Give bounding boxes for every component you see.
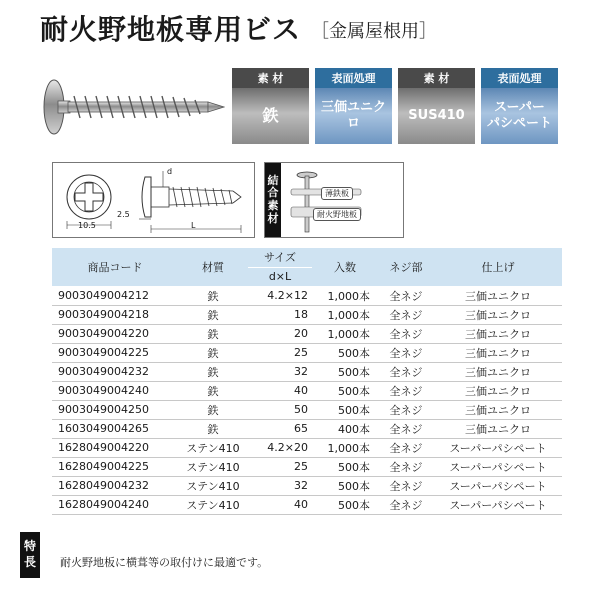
cell-thread: 全ネジ [378,305,434,324]
cell-thread: 全ネジ [378,419,434,438]
joint-tag-top: 薄鉄板 [321,187,353,200]
header-size-top: サイズ [248,248,312,267]
cell-qty: 500本 [312,457,378,476]
cell-thread: 全ネジ [378,381,434,400]
badge-material-sus [398,68,475,144]
joint-label: 結 合 素 材 [265,163,281,237]
badge-material-iron [232,68,309,144]
spec-table-body [52,286,562,514]
badge-body: 三価ユニクロ [315,88,392,144]
cell-qty: 1,000本 [312,438,378,457]
cell-thread: 全ネジ [378,457,434,476]
cell-size: 32 [248,362,312,381]
table-row [52,324,562,343]
cell-finish: 三価ユニクロ [434,343,562,362]
table-row [52,305,562,324]
cell-code: 1628049004220 [52,438,178,457]
badge-head: 表面処理 [315,68,392,88]
cell-finish: 三価ユニクロ [434,400,562,419]
cell-code: 9003049004218 [52,305,178,324]
page-subtitle: ［金属屋根用］ [311,21,438,42]
cell-thread: 全ネジ [378,362,434,381]
cell-code: 9003049004250 [52,400,178,419]
cell-finish: スーパーパシペート [434,476,562,495]
table-header-row [52,248,562,267]
cell-material: ステン410 [178,495,248,514]
cell-finish: 三価ユニクロ [434,286,562,305]
cell-material: 鉄 [178,343,248,362]
cell-thread: 全ネジ [378,400,434,419]
cell-qty: 500本 [312,495,378,514]
table-row [52,400,562,419]
page-title: 耐火野地板専用ビス [40,13,302,46]
joint-diagram [281,163,403,237]
cell-qty: 500本 [312,362,378,381]
cell-finish: 三価ユニクロ [434,419,562,438]
cell-qty: 500本 [312,476,378,495]
cell-size: 25 [248,457,312,476]
cell-size: 4.2×20 [248,438,312,457]
cell-qty: 400本 [312,419,378,438]
cell-qty: 500本 [312,400,378,419]
cell-finish: スーパーパシペート [434,457,562,476]
screw-photo-icon [40,76,225,138]
badge-body: SUS410 [398,88,475,144]
cell-code: 9003049004220 [52,324,178,343]
table-row [52,419,562,438]
cell-finish: 三価ユニクロ [434,305,562,324]
cell-finish: スーパーパシペート [434,495,562,514]
header-thread: ネジ部 [378,248,434,286]
table-row [52,438,562,457]
header-qty: 入数 [312,248,378,286]
cell-thread: 全ネジ [378,476,434,495]
joint-tag-bottom: 耐火野地板 [313,208,361,221]
header-size-bottom: d×L [248,267,312,286]
badge-head: 表面処理 [481,68,558,88]
table-row [52,286,562,305]
cell-size: 40 [248,495,312,514]
header-code: 商品コード [52,248,178,286]
table-row [52,457,562,476]
cell-code: 9003049004212 [52,286,178,305]
cell-thread: 全ネジ [378,438,434,457]
cell-thread: 全ネジ [378,324,434,343]
cell-finish: 三価ユニクロ [434,324,562,343]
badge-finish-unichrome [315,68,392,144]
cell-qty: 1,000本 [312,305,378,324]
cell-thread: 全ネジ [378,343,434,362]
joint-material-box [264,162,404,238]
cell-code: 9003049004225 [52,343,178,362]
cell-material: ステン410 [178,476,248,495]
cell-qty: 500本 [312,381,378,400]
cell-size: 50 [248,400,312,419]
cell-size: 32 [248,476,312,495]
dimension-head: 2.5 [117,210,130,219]
badge-body: 鉄 [232,88,309,144]
cell-finish: 三価ユニクロ [434,381,562,400]
title-row [40,8,580,48]
cell-size: 40 [248,381,312,400]
cell-material: 鉄 [178,400,248,419]
cell-size: 18 [248,305,312,324]
cell-material: 鉄 [178,362,248,381]
header-finish: 仕上げ [434,248,562,286]
dimension-length: L [191,221,196,230]
dimension-width: 10.5 [78,221,96,230]
cell-size: 20 [248,324,312,343]
cell-size: 65 [248,419,312,438]
cell-thread: 全ネジ [378,495,434,514]
table-row [52,381,562,400]
cell-code: 1603049004265 [52,419,178,438]
cell-code: 1628049004225 [52,457,178,476]
badge-finish-passivate [481,68,558,144]
cell-finish: 三価ユニクロ [434,362,562,381]
cell-finish: スーパーパシペート [434,438,562,457]
badge-head: 素 材 [398,68,475,88]
table-row [52,343,562,362]
cell-thread: 全ネジ [378,286,434,305]
badge-head: 素 材 [232,68,309,88]
cell-material: ステン410 [178,457,248,476]
cell-material: 鉄 [178,286,248,305]
cell-code: 1628049004240 [52,495,178,514]
cell-material: ステン410 [178,438,248,457]
feature-text: 耐火野地板に横葺等の取付けに最適です。 [60,556,269,569]
cell-qty: 1,000本 [312,286,378,305]
cell-material: 鉄 [178,305,248,324]
spec-table [52,248,562,515]
cell-code: 9003049004240 [52,381,178,400]
cell-size: 4.2×12 [248,286,312,305]
cell-material: 鉄 [178,381,248,400]
dimension-d: d [167,167,173,176]
cell-qty: 1,000本 [312,324,378,343]
table-row [52,476,562,495]
cell-qty: 500本 [312,343,378,362]
badge-body: スーパー パシペート [481,88,558,144]
cell-material: 鉄 [178,324,248,343]
cell-size: 25 [248,343,312,362]
cell-material: 鉄 [178,419,248,438]
badge-group [232,68,558,144]
table-row [52,362,562,381]
feature-label: 特 長 [20,532,40,578]
cell-code: 9003049004232 [52,362,178,381]
cell-code: 1628049004232 [52,476,178,495]
table-row [52,495,562,514]
header-material: 材質 [178,248,248,286]
technical-drawing [52,162,255,238]
